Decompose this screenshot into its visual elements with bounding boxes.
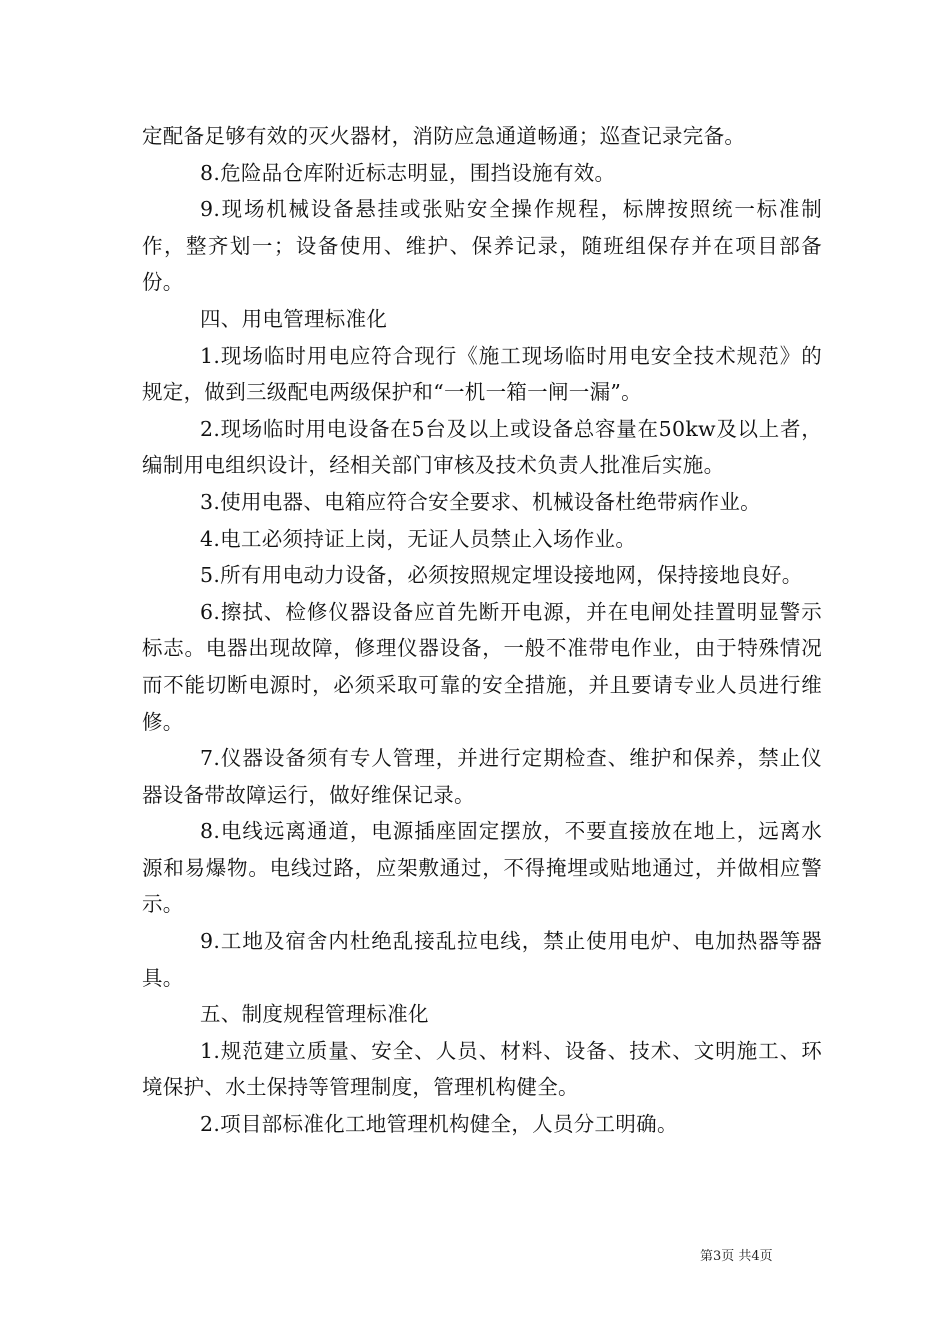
paragraph-elec-item-5: 5.所有用电动力设备，必须按照规定埋设接地网，保持接地良好。: [200, 563, 803, 588]
paragraph-elec-item-8: 8.电线远离通道，电源插座固定摆放，不要直接放在地上，远离水源和易爆物。电线过路，应架敷通过，不得掩埋或贴地通过，并做相应警示。: [142, 819, 822, 917]
paragraph-continuation: 定配备足够有效的灭火器材，消防应急通道畅通；巡查记录完备。: [142, 124, 746, 148]
section-heading-electricity: 四、用电管理标准化: [200, 306, 388, 331]
section-heading-regulations: 五、制度规程管理标准化: [200, 1002, 429, 1027]
paragraph-reg-item-1: 1.规范建立质量、安全、人员、材料、设备、技术、文明施工、环境保护、水土保持等管理制度，管理机构健全。: [142, 1038, 822, 1100]
paragraph-item-8-warehouse: 8.危险品仓库附近标志明显，围挡设施有效。: [200, 160, 616, 185]
paragraph-elec-item-3: 3.使用电器、电箱应符合安全要求、机械设备杜绝带病作业。: [200, 489, 761, 514]
paragraph-elec-item-1: 1.现场临时用电应符合现行《施工现场临时用电安全技术规范》的规定，做到三级配电两级保护和“一机一箱一闸一漏”。: [142, 343, 822, 405]
page-number-footer: 第3页 共4页: [700, 1249, 773, 1264]
paragraph-elec-item-7: 7.仪器设备须有专人管理，并进行定期检查、维护和保养，禁止仪器设备带故障运行，做好维保记录。: [142, 746, 822, 807]
paragraph-reg-item-2: 2.项目部标准化工地管理机构健全，人员分工明确。: [200, 1112, 678, 1137]
paragraph-elec-item-9: 9.工地及宿舍内杜绝乱接乱拉电线，禁止使用电炉、电加热器等器具。: [142, 929, 822, 990]
paragraph-elec-item-6: 6.擦拭、检修仪器设备应首先断开电源，并在电闸处挂置明显警示标志。电器出现故障，修理仪器设备，一般不准带电作业，由于特殊情况而不能切断电源时，必须采取可靠的安全措施，并且要请专业人员进行维修。: [142, 599, 822, 734]
paragraph-item-9-equipment: 9.现场机械设备悬挂或张贴安全操作规程，标牌按照统一标准制作，整齐划一；设备使用、维护、保养记录，随班组保存并在项目部备份。: [142, 197, 822, 295]
paragraph-elec-item-4: 4.电工必须持证上岗，无证人员禁止入场作业。: [200, 526, 637, 551]
paragraph-elec-item-2: 2.现场临时用电设备在5台及以上或设备总容量在50kw及以上者，编制用电组织设计，经相关部门审核及技术负责人批准后实施。: [142, 416, 822, 478]
document-body: [142, 118, 822, 1143]
